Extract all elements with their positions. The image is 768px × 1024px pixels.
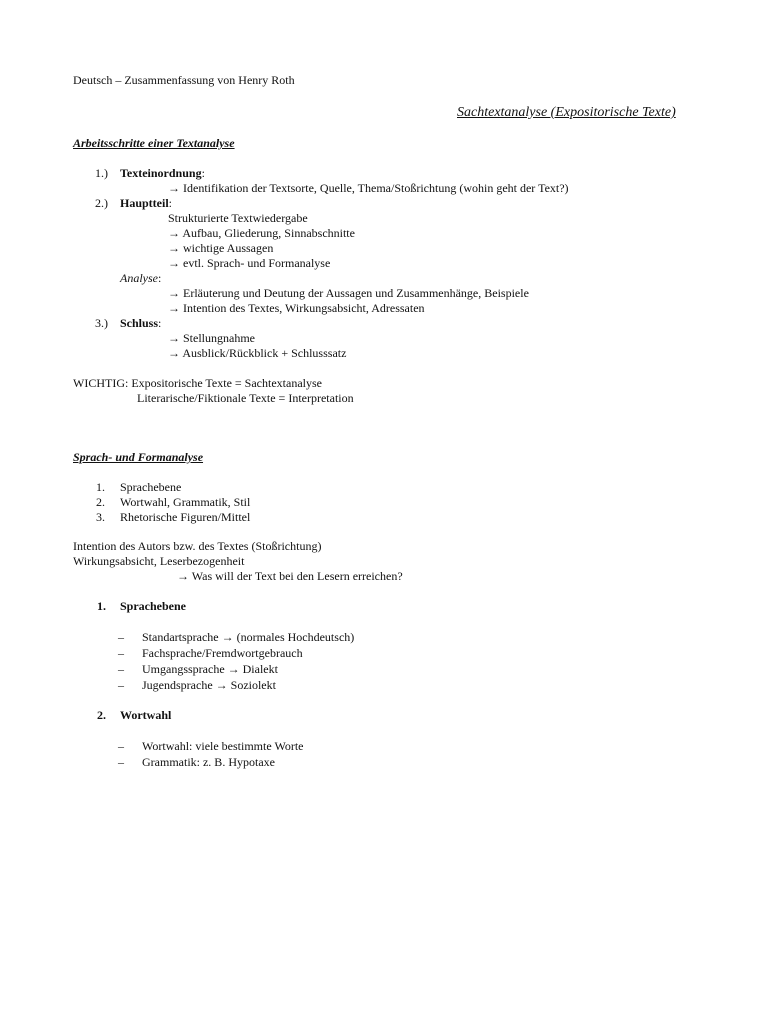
step-line: → Intention des Textes, Wirkungsabsicht, Adressaten — [168, 301, 425, 315]
step-line: → Erläuterung und Deutung der Aussagen und Zusammenhänge, Beispiele — [168, 286, 529, 300]
step-number: 1.) — [95, 166, 108, 180]
subsection-title-sprachebene: Sprachebene — [120, 599, 186, 613]
subsection-number: 1. — [97, 599, 106, 613]
section-heading-sprach-formanalyse: Sprach- und Formanalyse — [73, 450, 204, 464]
step-line: → Stellungnahme — [168, 331, 255, 345]
bullet-item: Fachsprache/Fremdwortgebrauch — [142, 646, 303, 660]
section-heading-arbeitsschritte: Arbeitsschritte einer Textanalyse — [73, 136, 235, 150]
analyse-label: Analyse: — [120, 271, 162, 285]
bullet-item: Wortwahl: viele bestimmte Worte — [142, 739, 304, 753]
step-line: → Identifikation der Textsorte, Quelle, Thema/Stoßrichtung (wohin geht der Text?) — [168, 181, 569, 195]
bullet-marker: – — [118, 630, 124, 644]
subsection-title-wortwahl: Wortwahl — [120, 708, 172, 722]
intention-line: Wirkungsabsicht, Leserbezogenheit — [73, 554, 245, 568]
author-line: Deutsch – Zusammenfassung von Henry Roth — [73, 73, 295, 87]
step-line: → Ausblick/Rückblick + Schlusssatz — [168, 346, 347, 360]
step-line: Strukturierte Textwiedergabe — [168, 211, 308, 225]
intention-line: → Was will der Text bei den Lesern erreichen? — [177, 569, 403, 583]
step-label-schluss: Schluss: — [120, 316, 162, 330]
note-wichtig: WICHTIG: Expositorische Texte = Sachtextanalyse — [73, 376, 322, 390]
step-line: → wichtige Aussagen — [168, 241, 274, 255]
bullet-marker: – — [118, 678, 124, 692]
list-number: 1. — [96, 480, 105, 494]
list-item: Rhetorische Figuren/Mittel — [120, 510, 251, 524]
subsection-number: 2. — [97, 708, 106, 722]
list-item: Wortwahl, Grammatik, Stil — [120, 495, 251, 509]
step-number: 3.) — [95, 316, 108, 330]
bullet-marker: – — [118, 755, 124, 769]
step-line: → evtl. Sprach- und Formanalyse — [168, 256, 331, 270]
list-number: 3. — [96, 510, 105, 524]
step-number: 2.) — [95, 196, 108, 210]
list-number: 2. — [96, 495, 105, 509]
step-line: → Aufbau, Gliederung, Sinnabschnitte — [168, 226, 355, 240]
bullet-item: Jugendsprache → Soziolekt — [142, 678, 276, 692]
list-item: Sprachebene — [120, 480, 182, 494]
bullet-item: Standartsprache → (normales Hochdeutsch) — [142, 630, 355, 644]
bullet-marker: – — [118, 662, 124, 676]
bullet-item: Umgangssprache → Dialekt — [142, 662, 278, 676]
page-title: Sachtextanalyse (Expositorische Texte) — [457, 105, 676, 120]
bullet-marker: – — [118, 739, 124, 753]
note-interpretation: Literarische/Fiktionale Texte = Interpretation — [137, 391, 354, 405]
step-label-hauptteil: Hauptteil: — [120, 196, 173, 210]
step-label-texteinordnung: Texteinordnung: — [120, 166, 205, 180]
bullet-item: Grammatik: z. B. Hypotaxe — [142, 755, 275, 769]
bullet-marker: – — [118, 646, 124, 660]
intention-line: Intention des Autors bzw. des Textes (Stoßrichtung) — [73, 539, 322, 553]
